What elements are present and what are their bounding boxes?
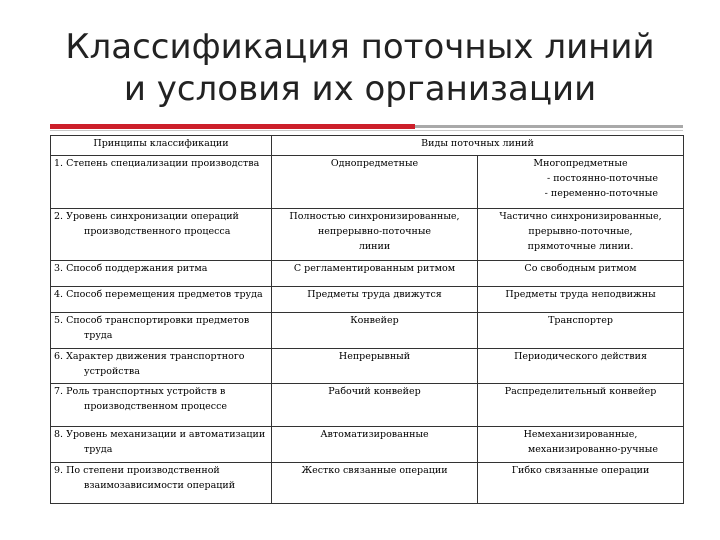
criterion-text: 1. Степень специализации производства bbox=[54, 158, 260, 169]
criterion-cell bbox=[51, 313, 272, 349]
table-row bbox=[51, 349, 684, 384]
criterion-text: 3. Способ поддержания ритма bbox=[54, 263, 208, 274]
criterion-text-cont: устройства bbox=[84, 366, 140, 377]
type-text: Распределительный конвейер bbox=[504, 386, 657, 397]
criterion-text: 9. По степени производственной bbox=[54, 465, 220, 476]
type-cell-2 bbox=[478, 349, 684, 384]
type-text: Гибко связанные операции bbox=[511, 465, 650, 476]
type-cell-2 bbox=[478, 427, 684, 463]
criterion-text: 8. Уровень механизации и автоматизации bbox=[54, 429, 266, 440]
slide-title-line-2: и условия их организации bbox=[123, 69, 597, 109]
type-subitem: - постоянно-поточные bbox=[547, 173, 658, 184]
type-cell-1 bbox=[272, 384, 478, 427]
table-row bbox=[51, 313, 684, 349]
table-row bbox=[51, 156, 684, 209]
table-header-row bbox=[51, 136, 684, 156]
type-cell-1 bbox=[272, 156, 478, 209]
criterion-cell bbox=[51, 287, 272, 313]
criterion-text-cont: производственном процессе bbox=[84, 401, 228, 412]
criterion-cell bbox=[51, 349, 272, 384]
criterion-text-cont: взаимозависимости операций bbox=[84, 480, 236, 491]
type-text: линии bbox=[358, 241, 391, 252]
criterion-text: 7. Роль транспортных устройств в bbox=[54, 386, 226, 397]
table-row bbox=[51, 384, 684, 427]
table-row bbox=[51, 261, 684, 287]
type-cell-2 bbox=[478, 209, 684, 261]
classification-table bbox=[50, 135, 684, 504]
type-text: Немеханизированные, bbox=[523, 429, 638, 440]
type-cell-1 bbox=[272, 287, 478, 313]
type-cell-1 bbox=[272, 349, 478, 384]
criterion-cell bbox=[51, 261, 272, 287]
type-cell-1 bbox=[272, 261, 478, 287]
type-text: Однопредметные bbox=[330, 158, 419, 169]
criterion-cell bbox=[51, 209, 272, 261]
type-cell-1 bbox=[272, 209, 478, 261]
criterion-text: 6. Характер движения транспортного bbox=[54, 351, 245, 362]
type-text: Периодического действия bbox=[514, 351, 647, 362]
type-cell-2 bbox=[478, 261, 684, 287]
type-text: Конвейер bbox=[350, 315, 399, 326]
type-text: Со свободным ритмом bbox=[524, 263, 637, 274]
table-row bbox=[51, 287, 684, 313]
type-text: Транспортер bbox=[548, 315, 613, 326]
type-text: прерывно-поточные, bbox=[528, 226, 633, 237]
type-text: Автоматизированные bbox=[320, 429, 429, 440]
type-cell-2 bbox=[478, 463, 684, 504]
criterion-text: 4. Способ перемещения предметов труда bbox=[54, 289, 263, 300]
table-row bbox=[51, 427, 684, 463]
table-row bbox=[51, 209, 684, 261]
criterion-text-cont: труда bbox=[84, 330, 113, 341]
type-text: Полностью синхронизированные, bbox=[289, 211, 460, 222]
type-text: Непрерывный bbox=[338, 351, 411, 362]
type-cell-1 bbox=[272, 313, 478, 349]
type-text: Жестко связанные операции bbox=[301, 465, 448, 476]
type-cell-2 bbox=[478, 384, 684, 427]
type-text: Частично синхронизированные, bbox=[499, 211, 662, 222]
criterion-cell bbox=[51, 156, 272, 209]
type-text: С регламентированным ритмом bbox=[293, 263, 456, 274]
type-cell-2 bbox=[478, 156, 684, 209]
slide-title bbox=[0, 26, 720, 110]
type-text: механизированно-ручные bbox=[527, 444, 658, 455]
type-text: Рабочий конвейер bbox=[328, 386, 421, 397]
type-cell-1 bbox=[272, 463, 478, 504]
criterion-text: 5. Способ транспортировки предметов bbox=[54, 315, 250, 326]
type-text: непрерывно-поточные bbox=[317, 226, 432, 237]
criterion-cell bbox=[51, 384, 272, 427]
type-text: прямоточные линии. bbox=[527, 241, 634, 252]
slide-title-line-1: Классификация поточных линий bbox=[65, 27, 655, 67]
type-subitem: - переменно-поточные bbox=[544, 188, 658, 199]
criterion-cell bbox=[51, 463, 272, 504]
title-underline-gray bbox=[415, 125, 683, 128]
title-underline-thin bbox=[50, 130, 683, 131]
type-text: Предметы труда движутся bbox=[307, 289, 442, 300]
type-cell-1 bbox=[272, 427, 478, 463]
table-row bbox=[51, 463, 684, 504]
type-cell-2 bbox=[478, 287, 684, 313]
header-principles: Принципы классификации bbox=[51, 136, 272, 156]
criterion-text-cont: производственного процесса bbox=[84, 226, 231, 237]
title-underline-red bbox=[50, 124, 415, 129]
criterion-text: 2. Уровень синхронизации операций bbox=[54, 211, 239, 222]
type-text: Многопредметные bbox=[533, 158, 628, 169]
criterion-cell bbox=[51, 427, 272, 463]
type-cell-2 bbox=[478, 313, 684, 349]
criterion-text-cont: труда bbox=[84, 444, 113, 455]
type-text: Предметы труда неподвижны bbox=[505, 289, 656, 300]
header-line-types: Виды поточных линий bbox=[272, 136, 684, 156]
